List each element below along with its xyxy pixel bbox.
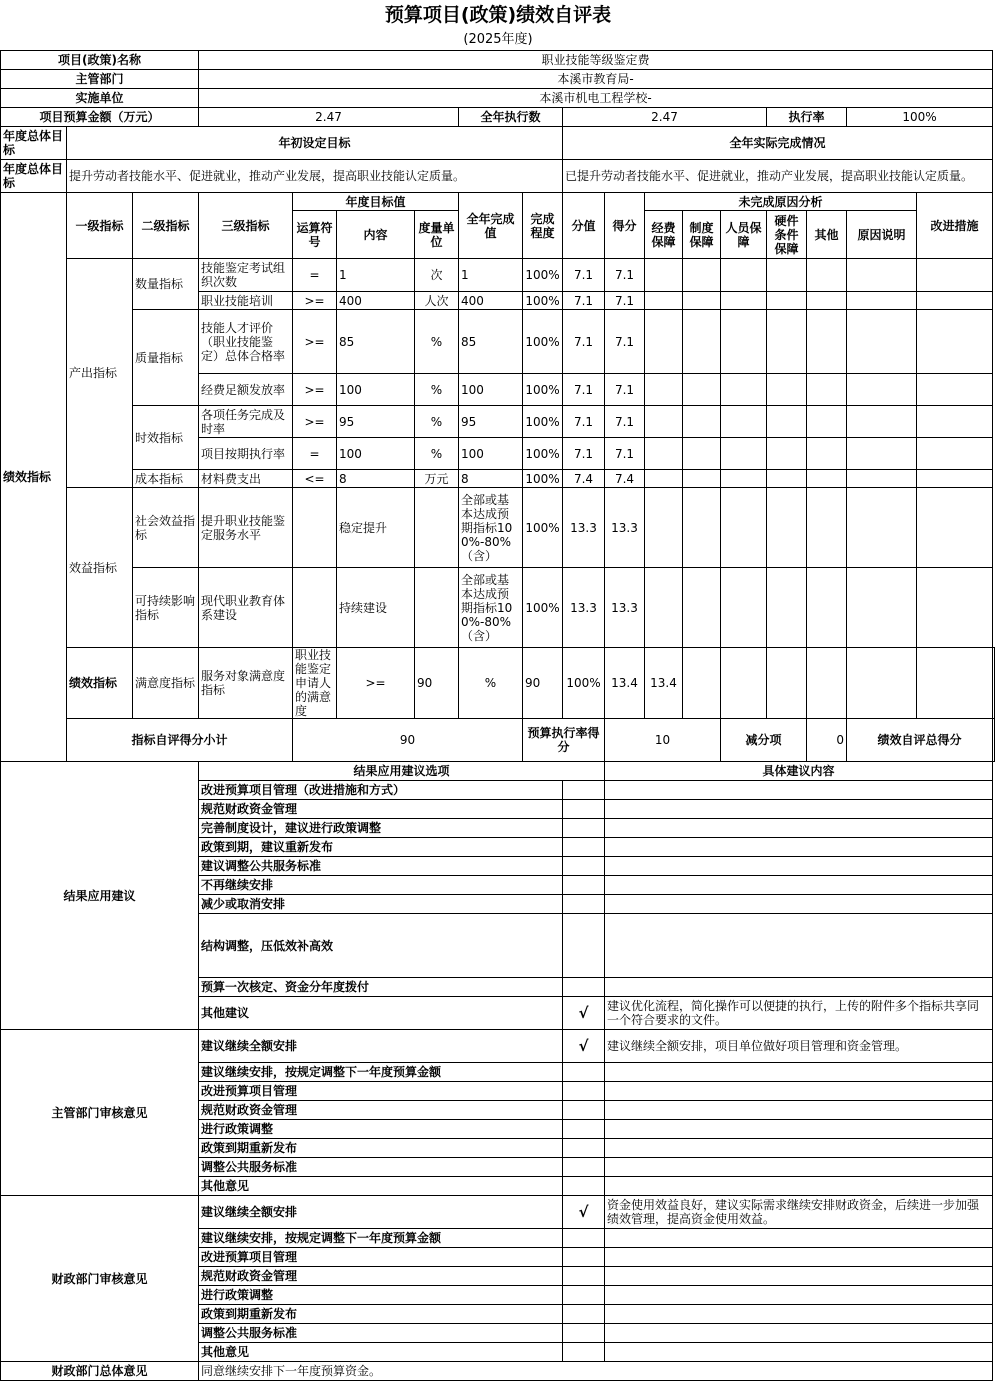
a6-header: 原因说明 <box>847 211 917 259</box>
option-detail: 建议优化流程，简化操作可以便捷的执行，上传的附件多个指标共享同一个符合要求的文件。 <box>605 997 993 1030</box>
table-row <box>1 648 995 719</box>
option-check <box>563 876 605 895</box>
indicator-op <box>293 488 337 568</box>
group-sustain: 可持续影响指标 <box>133 568 199 648</box>
option-check <box>563 1267 605 1286</box>
table-row <box>1 470 995 488</box>
a1-header: 经费保障 <box>645 211 683 259</box>
indicator-got: 7.1 <box>605 438 645 470</box>
indicator-got: 7.1 <box>605 310 645 374</box>
indicator-score: 7.1 <box>563 259 605 292</box>
project-name-label: 项目(政策)名称 <box>1 51 199 70</box>
group-benefit: 效益指标 <box>67 488 133 648</box>
option-label: 改进预算项目管理（改进措施和方式） <box>199 781 563 800</box>
option-label: 规范财政资金管理 <box>199 800 563 819</box>
unit-label: 实施单位 <box>1 89 199 108</box>
option-detail <box>605 781 993 800</box>
option-detail <box>605 1063 993 1082</box>
option-label: 建议继续全额安排 <box>199 1030 563 1063</box>
option-detail <box>605 1158 993 1177</box>
indicator-content: 400 <box>337 292 415 310</box>
option-label: 建议继续安排，按规定调整下一年度预算金额 <box>199 1063 563 1082</box>
total-value <box>993 719 995 762</box>
option-label: 调整公共服务标准 <box>199 1324 563 1343</box>
group-cost: 成本指标 <box>133 470 199 488</box>
indicator-got: 13.3 <box>605 488 645 568</box>
indicator-got: 7.1 <box>605 406 645 438</box>
option-detail <box>605 1139 993 1158</box>
indicator-score: 7.1 <box>563 310 605 374</box>
rate-value: 100% <box>847 108 993 127</box>
option-detail <box>605 857 993 876</box>
indicator-op: >= <box>293 310 337 374</box>
option-label: 改进预算项目管理 <box>199 1248 563 1267</box>
subtotal-label: 指标自评得分小计 <box>67 719 293 762</box>
option-label: 进行政策调整 <box>199 1120 563 1139</box>
group-quality: 质量指标 <box>133 310 199 406</box>
option-check <box>563 1082 605 1101</box>
indicator-content: 8 <box>337 470 415 488</box>
group-service: 服务对象满意度指标 <box>199 648 293 719</box>
option-check <box>563 819 605 838</box>
indicator-unit <box>415 568 459 648</box>
option-label: 减少或取消安排 <box>199 895 563 914</box>
option-check <box>563 1343 605 1362</box>
group-social: 社会效益指标 <box>133 488 199 568</box>
indicator-op: <= <box>293 470 337 488</box>
option-detail <box>605 1248 993 1267</box>
option-label: 规范财政资金管理 <box>199 1101 563 1120</box>
exec-label: 全年执行数 <box>459 108 563 127</box>
indicator-op: >= <box>293 292 337 310</box>
option-detail: 资金使用效益良好，建议实际需求继续安排财政资金，后续进一步加强绩效管理，提高资金使用效益。 <box>605 1196 993 1229</box>
op-header: 运算符号 <box>293 211 337 259</box>
indicator-op: >= <box>293 374 337 406</box>
group-output: 产出指标 <box>67 259 133 488</box>
indicator-done: 400 <box>459 292 523 310</box>
option-label: 结构调整，压低效补高效 <box>199 914 563 978</box>
option-label: 改进预算项目管理 <box>199 1082 563 1101</box>
subtotal-value: 90 <box>293 719 523 762</box>
unit-value: 本溪市机电工程学校- <box>199 89 993 108</box>
option-detail <box>605 1305 993 1324</box>
indicator-content: 95 <box>337 406 415 438</box>
option-check <box>563 914 605 978</box>
indicator-done: 100 <box>459 438 523 470</box>
option-check <box>563 1248 605 1267</box>
goal-initial-header: 年初设定目标 <box>67 127 563 160</box>
improve-header: 改进措施 <box>917 193 993 259</box>
option-label: 政策到期，建议重新发布 <box>199 838 563 857</box>
indicator-op: >= <box>337 648 415 719</box>
minus-label: 减分项 <box>721 719 807 762</box>
option-label: 调整公共服务标准 <box>199 1158 563 1177</box>
indicator-score: 7.4 <box>563 470 605 488</box>
a4-header: 硬件条件保障 <box>767 211 807 259</box>
indicator-unit: % <box>415 374 459 406</box>
option-detail <box>605 876 993 895</box>
score-header: 分值 <box>563 193 605 259</box>
goal-label: 年度总体目标 <box>1 127 67 160</box>
option-check <box>563 1139 605 1158</box>
indicator-done: 全部或基本达成预期指标100%-80%（含） <box>459 568 523 648</box>
indicator-op <box>293 568 337 648</box>
indicator-name: 职业技能鉴定申请人的满意度 <box>293 648 337 719</box>
indicator-score: 7.1 <box>563 406 605 438</box>
option-detail <box>605 1286 993 1305</box>
option-detail: 建议继续全额安排，项目单位做好项目管理和资金管理。 <box>605 1030 993 1063</box>
option-detail <box>605 895 993 914</box>
option-detail <box>605 1177 993 1196</box>
perf-label-2: 绩效指标 <box>67 648 133 719</box>
option-check <box>563 1177 605 1196</box>
option-label: 其他意见 <box>199 1343 563 1362</box>
indicator-degree: 100% <box>523 406 563 438</box>
l1-header: 一级指标 <box>67 193 133 259</box>
indicator-content: 持续建设 <box>337 568 415 648</box>
group-quantity: 数量指标 <box>133 259 199 310</box>
indicator-score: 7.1 <box>563 374 605 406</box>
done-header: 全年完成值 <box>459 193 523 259</box>
indicator-unit: % <box>415 406 459 438</box>
option-detail <box>605 1267 993 1286</box>
option-check <box>563 1158 605 1177</box>
exec-score-label: 预算执行率得分 <box>523 719 605 762</box>
goal-initial-text: 提升劳动者技能水平、促进就业，推动产业发展，提高职业技能认定质量。 <box>67 160 563 193</box>
option-check <box>563 1286 605 1305</box>
indicator-got: 7.1 <box>605 292 645 310</box>
indicator-degree: 100% <box>523 438 563 470</box>
indicator-content: 90 <box>415 648 459 719</box>
fin-overall-text: 同意继续安排下一年度预算资金。 <box>199 1362 993 1381</box>
indicator-name: 现代职业教育体系建设 <box>199 568 293 648</box>
result-content-header: 具体建议内容 <box>605 762 993 781</box>
option-label: 建议继续全额安排 <box>199 1196 563 1229</box>
option-detail <box>605 1101 993 1120</box>
option-check <box>563 1101 605 1120</box>
option-check <box>563 1120 605 1139</box>
indicator-content: 100 <box>337 438 415 470</box>
indicator-name: 职业技能培训 <box>199 292 293 310</box>
table-row <box>1 568 995 648</box>
result-label: 结果应用建议 <box>1 762 199 1030</box>
option-check <box>563 857 605 876</box>
a2-header: 制度保障 <box>683 211 721 259</box>
dept-review-label: 主管部门审核意见 <box>1 1030 199 1196</box>
table-row <box>1 488 995 568</box>
exec-value: 2.47 <box>563 108 767 127</box>
total-label: 绩效自评总得分 <box>847 719 993 762</box>
unit-header: 度量单位 <box>415 211 459 259</box>
option-check: √ <box>563 1030 605 1063</box>
table-row <box>1 406 995 438</box>
indicator-unit: 次 <box>415 259 459 292</box>
indicator-name: 技能人才评价（职业技能鉴定）总体合格率 <box>199 310 293 374</box>
indicator-unit: % <box>415 438 459 470</box>
option-label: 不再继续安排 <box>199 876 563 895</box>
dept-label: 主管部门 <box>1 70 199 89</box>
indicator-degree: 100% <box>523 259 563 292</box>
indicator-unit <box>415 488 459 568</box>
option-check <box>563 1305 605 1324</box>
indicator-content: 85 <box>337 310 415 374</box>
indicator-unit: % <box>459 648 523 719</box>
option-check <box>563 978 605 997</box>
goal-actual-header: 全年实际完成情况 <box>563 127 993 160</box>
indicator-unit: 人次 <box>415 292 459 310</box>
option-check <box>563 800 605 819</box>
indicator-done: 85 <box>459 310 523 374</box>
target-header: 年度目标值 <box>293 193 459 211</box>
indicator-op: = <box>293 259 337 292</box>
indicator-content: 稳定提升 <box>337 488 415 568</box>
project-name-value: 职业技能等级鉴定费 <box>199 51 993 70</box>
indicator-score: 13.3 <box>563 568 605 648</box>
indicator-got: 13.3 <box>605 568 645 648</box>
indicator-score: 7.1 <box>563 292 605 310</box>
group-satisfaction: 满意度指标 <box>133 648 199 719</box>
fin-review-label: 财政部门审核意见 <box>1 1196 199 1362</box>
indicator-degree: 100% <box>563 648 605 719</box>
indicator-done: 全部或基本达成预期指标100%-80%（含） <box>459 488 523 568</box>
option-label: 政策到期重新发布 <box>199 1139 563 1158</box>
fin-overall-label: 财政部门总体意见 <box>1 1362 199 1381</box>
indicator-degree: 100% <box>523 310 563 374</box>
option-detail <box>605 1082 993 1101</box>
indicator-degree: 100% <box>523 568 563 648</box>
indicator-name: 项目按期执行率 <box>199 438 293 470</box>
indicator-score: 7.1 <box>563 438 605 470</box>
indicator-op: >= <box>293 406 337 438</box>
option-check <box>563 1063 605 1082</box>
option-label: 其他意见 <box>199 1177 563 1196</box>
page-year: (2025年度) <box>463 32 533 47</box>
table-row <box>1 310 995 374</box>
a3-header: 人员保障 <box>721 211 767 259</box>
indicator-degree: 100% <box>523 470 563 488</box>
indicator-done: 1 <box>459 259 523 292</box>
option-check <box>563 1324 605 1343</box>
minus-value: 0 <box>807 719 847 762</box>
indicator-done: 100 <box>459 374 523 406</box>
option-detail <box>605 800 993 819</box>
indicator-got: 7.4 <box>605 470 645 488</box>
exec-score-value: 10 <box>605 719 721 762</box>
option-label: 政策到期重新发布 <box>199 1305 563 1324</box>
option-detail <box>605 819 993 838</box>
option-label: 进行政策调整 <box>199 1286 563 1305</box>
result-options-header: 结果应用建议选项 <box>199 762 605 781</box>
goal-label-2: 年度总体目标 <box>1 160 67 193</box>
option-check <box>563 895 605 914</box>
option-label: 其他建议 <box>199 997 563 1030</box>
option-detail <box>605 838 993 857</box>
evaluation-table <box>0 50 995 1381</box>
indicator-name: 技能鉴定考试组织次数 <box>199 259 293 292</box>
indicator-done: 8 <box>459 470 523 488</box>
indicator-got: 7.1 <box>605 374 645 406</box>
option-detail <box>605 1229 993 1248</box>
indicator-name: 各项任务完成及时率 <box>199 406 293 438</box>
indicator-unit: % <box>415 310 459 374</box>
option-label: 预算一次核定、资金分年度拨付 <box>199 978 563 997</box>
indicator-content: 100 <box>337 374 415 406</box>
indicator-content: 1 <box>337 259 415 292</box>
indicator-degree: 100% <box>523 292 563 310</box>
indicator-done: 90 <box>523 648 563 719</box>
indicator-score: 13.4 <box>605 648 645 719</box>
indicator-degree: 100% <box>523 488 563 568</box>
option-label: 完善制度设计，建议进行政策调整 <box>199 819 563 838</box>
option-detail <box>605 978 993 997</box>
perf-label: 绩效指标 <box>1 193 67 762</box>
group-timeliness: 时效指标 <box>133 406 199 470</box>
degree-header: 完成程度 <box>523 193 563 259</box>
a5-header: 其他 <box>807 211 847 259</box>
dept-value: 本溪市教育局- <box>199 70 993 89</box>
indicator-op: = <box>293 438 337 470</box>
budget-label: 项目预算金额（万元） <box>1 108 199 127</box>
option-check <box>563 838 605 857</box>
option-detail <box>605 1120 993 1139</box>
option-detail <box>605 1343 993 1362</box>
budget-value: 2.47 <box>199 108 459 127</box>
l2-header: 二级指标 <box>133 193 199 259</box>
option-label: 建议继续安排，按规定调整下一年度预算金额 <box>199 1229 563 1248</box>
l3-header: 三级指标 <box>199 193 293 259</box>
indicator-done: 95 <box>459 406 523 438</box>
got-header: 得分 <box>605 193 645 259</box>
rate-label: 执行率 <box>767 108 847 127</box>
option-label: 建议调整公共服务标准 <box>199 857 563 876</box>
indicator-got: 7.1 <box>605 259 645 292</box>
indicator-name: 经费足额发放率 <box>199 374 293 406</box>
option-check <box>563 1229 605 1248</box>
option-detail <box>605 914 993 978</box>
analysis-header: 未完成原因分析 <box>645 193 917 211</box>
content-header: 内容 <box>337 211 415 259</box>
indicator-got: 13.4 <box>645 648 683 719</box>
goal-actual-text: 已提升劳动者技能水平、促进就业，推动产业发展，提高职业技能认定质量。 <box>563 160 993 193</box>
page-title: 预算项目(政策)绩效自评表 <box>384 4 612 26</box>
option-label: 规范财政资金管理 <box>199 1267 563 1286</box>
indicator-name: 材料费支出 <box>199 470 293 488</box>
indicator-score: 13.3 <box>563 488 605 568</box>
table-row <box>1 259 995 292</box>
option-check: √ <box>563 1196 605 1229</box>
indicator-degree: 100% <box>523 374 563 406</box>
option-check <box>563 781 605 800</box>
indicator-name: 提升职业技能鉴定服务水平 <box>199 488 293 568</box>
option-check: √ <box>563 997 605 1030</box>
option-detail <box>605 1324 993 1343</box>
indicator-unit: 万元 <box>415 470 459 488</box>
